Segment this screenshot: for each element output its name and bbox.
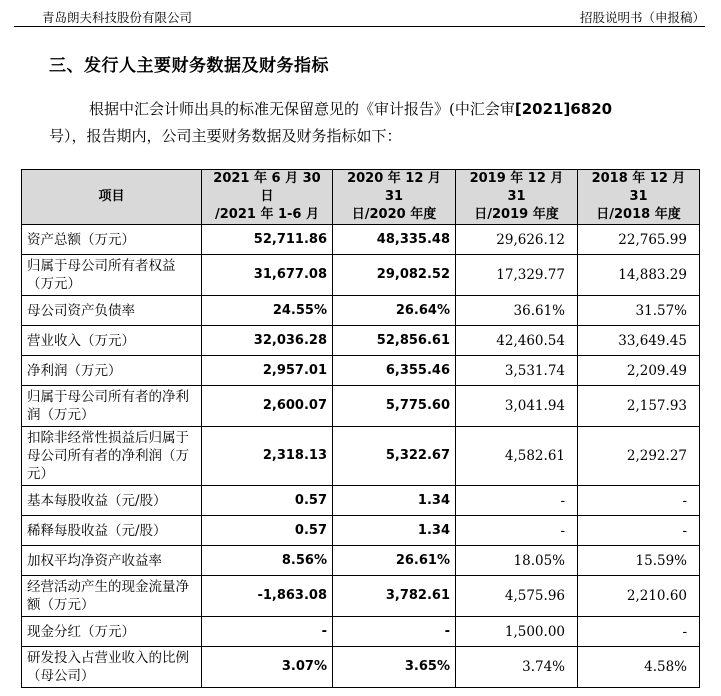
value-2021: 3.07% [202, 647, 333, 688]
value-2018: 2,292.27 [578, 427, 700, 486]
row-label: 资产总额（万元） [22, 225, 202, 255]
value-2018: 2,209.49 [578, 356, 700, 386]
row-label: 加权平均净资产收益率 [22, 546, 202, 576]
value-2021: 31,677.08 [202, 255, 333, 296]
document-type: 招股说明书（申报稿） [579, 10, 705, 25]
row-label: 归属于母公司所有者权益（万元） [22, 255, 202, 296]
value-2018: 4.58% [578, 647, 700, 688]
table-row [22, 486, 700, 516]
column-header-2018: 2018 年 12 月 31 日/2018 年度 [578, 170, 700, 225]
value-2019: 3,531.74 [456, 356, 578, 386]
row-label: 扣除非经常性损益后归属于母公司所有者的净利润（万元） [22, 427, 202, 486]
page-header [14, 0, 705, 27]
intro-text-1: 根据中汇会计师出具的标准无保留意见的《审计报告》(中汇会审 [89, 100, 515, 118]
value-2021: 2,318.13 [202, 427, 333, 486]
value-2018: - [578, 617, 700, 647]
row-label: 研发投入占营业收入的比例（母公司） [22, 647, 202, 688]
value-2019: - [456, 516, 578, 546]
value-2020: 26.64% [333, 296, 456, 326]
intro-text-2: 号），报告期内，公司主要财务数据及财务指标如下： [49, 127, 402, 145]
value-2019: 42,460.54 [456, 326, 578, 356]
column-header-2021: 2021 年 6 月 30 日 /2021 年 1-6 月 [202, 170, 333, 225]
value-2020: 6,355.46 [333, 356, 456, 386]
value-2019: 36.61% [456, 296, 578, 326]
value-2021: 8.56% [202, 546, 333, 576]
table-row [22, 647, 700, 688]
table-row [22, 326, 700, 356]
value-2020: 1.34 [333, 486, 456, 516]
table-row [22, 546, 700, 576]
value-2020: 1.34 [333, 516, 456, 546]
value-2020: 26.61% [333, 546, 456, 576]
table-row [22, 356, 700, 386]
column-header-item: 项目 [22, 170, 202, 225]
value-2018: - [578, 516, 700, 546]
value-2021: 2,600.07 [202, 386, 333, 427]
row-label: 现金分红（万元） [22, 617, 202, 647]
value-2020: 48,335.48 [333, 225, 456, 255]
value-2019: 4,575.96 [456, 576, 578, 617]
value-2019: - [456, 486, 578, 516]
value-2018: 22,765.99 [578, 225, 700, 255]
value-2018: 2,210.60 [578, 576, 700, 617]
column-header-2020: 2020 年 12 月 31 日/2020 年度 [333, 170, 456, 225]
value-2020: 5,322.67 [333, 427, 456, 486]
value-2021: 52,711.86 [202, 225, 333, 255]
section-title: 三、发行人主要财务数据及财务指标 [49, 56, 329, 76]
value-2019: 3,041.94 [456, 386, 578, 427]
table-row [22, 296, 700, 326]
table-row [22, 576, 700, 617]
value-2019: 29,626.12 [456, 225, 578, 255]
value-2020: 3.65% [333, 647, 456, 688]
row-label: 营业收入（万元） [22, 326, 202, 356]
row-label: 基本每股收益（元/股） [22, 486, 202, 516]
report-number: [2021]6820 [514, 100, 613, 118]
intro-paragraph [49, 96, 679, 150]
row-label: 归属于母公司所有者的净利润（万元） [22, 386, 202, 427]
value-2018: - [578, 486, 700, 516]
value-2021: 2,957.01 [202, 356, 333, 386]
value-2020: - [333, 617, 456, 647]
value-2018: 31.57% [578, 296, 700, 326]
table-row [22, 386, 700, 427]
row-label: 母公司资产负债率 [22, 296, 202, 326]
row-label: 稀释每股收益（元/股） [22, 516, 202, 546]
value-2018: 14,883.29 [578, 255, 700, 296]
value-2019: 18.05% [456, 546, 578, 576]
value-2021: - [202, 617, 333, 647]
table-header-row [22, 170, 700, 225]
value-2020: 29,082.52 [333, 255, 456, 296]
value-2021: 32,036.28 [202, 326, 333, 356]
value-2018: 33,649.45 [578, 326, 700, 356]
value-2020: 5,775.60 [333, 386, 456, 427]
column-header-2019: 2019 年 12 月 31 日/2019 年度 [456, 170, 578, 225]
value-2019: 17,329.77 [456, 255, 578, 296]
value-2021: 0.57 [202, 516, 333, 546]
value-2021: 24.55% [202, 296, 333, 326]
value-2020: 3,782.61 [333, 576, 456, 617]
financial-data-table [21, 169, 700, 688]
table-row [22, 427, 700, 486]
value-2018: 2,157.93 [578, 386, 700, 427]
value-2019: 1,500.00 [456, 617, 578, 647]
table-row [22, 225, 700, 255]
table-row [22, 617, 700, 647]
value-2018: 15.59% [578, 546, 700, 576]
value-2020: 52,856.61 [333, 326, 456, 356]
value-2019: 4,582.61 [456, 427, 578, 486]
value-2021: -1,863.08 [202, 576, 333, 617]
company-name: 青岛朗夫科技股份有限公司 [42, 10, 193, 25]
table-row [22, 255, 700, 296]
row-label: 经营活动产生的现金流量净额（万元） [22, 576, 202, 617]
table-row [22, 516, 700, 546]
value-2019: 3.74% [456, 647, 578, 688]
value-2021: 0.57 [202, 486, 333, 516]
row-label: 净利润（万元） [22, 356, 202, 386]
